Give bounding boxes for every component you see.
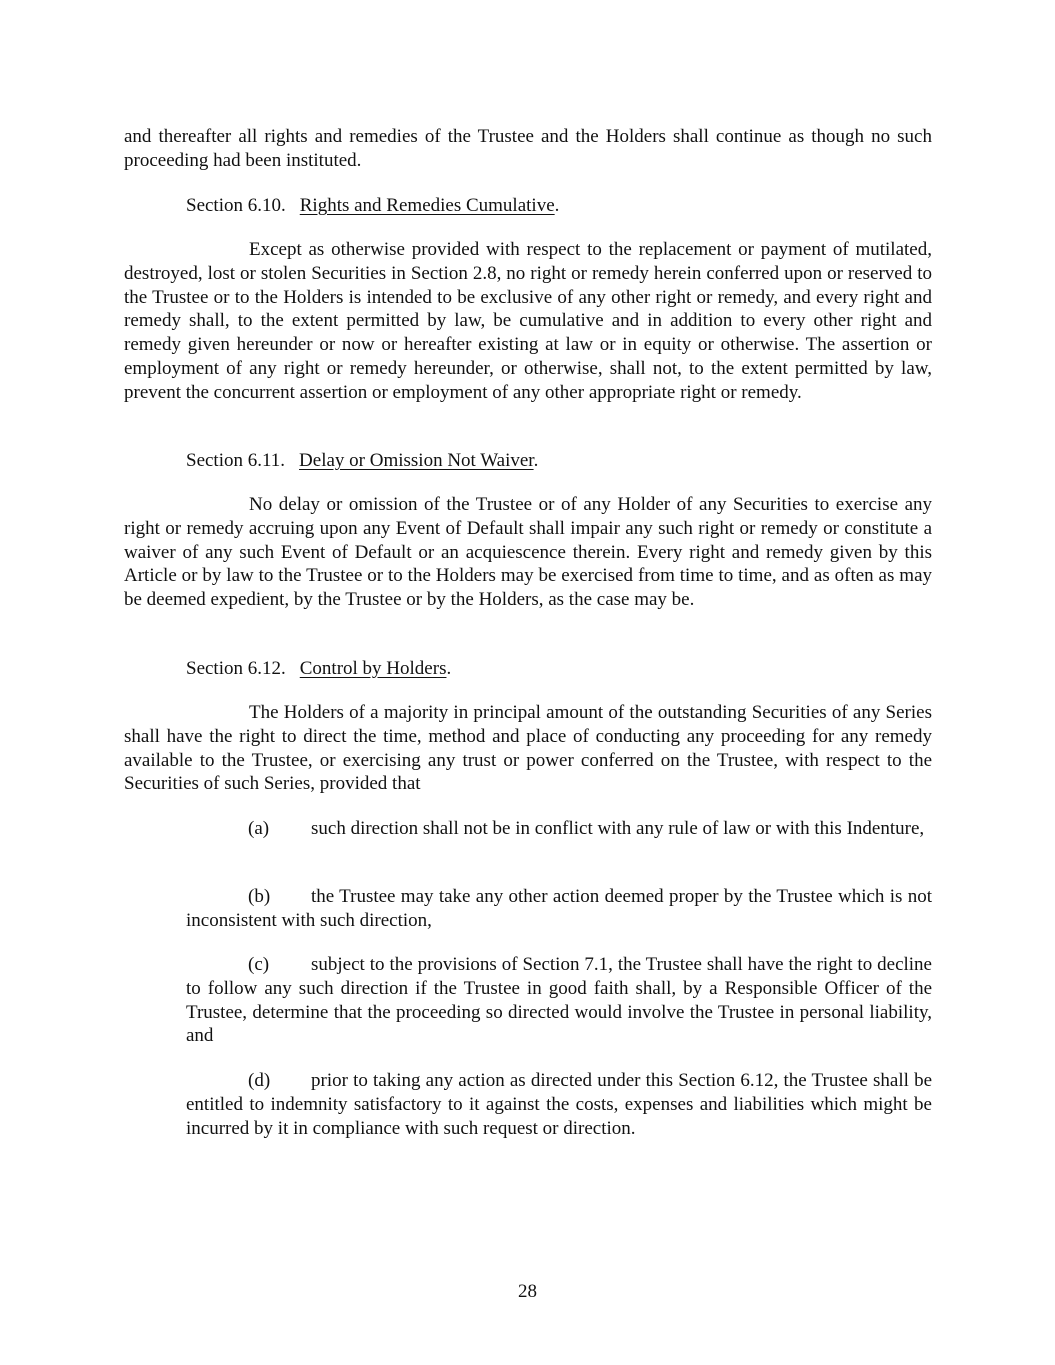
section-title: Delay or Omission Not Waiver xyxy=(299,450,534,471)
item-text: subject to the provisions of Section 7.1, the Trustee shall have the right to decline to follow any such direction if the Trustee in good faith shall, by a Responsible Officer of the Trustee, determine that the proceeding so directed would involve the Trustee in personal liability, and xyxy=(186,954,932,1047)
section-6-10-heading xyxy=(186,194,559,218)
section-6-11-heading xyxy=(186,449,538,473)
paragraph-control-by-holders: The Holders of a majority in principal amount of the outstanding Securities of any Series shall have the right to direct the time, method and place of conducting any proceeding for any remedy available to the Trustee, or exercising any trust or power conferred on the Trustee, with respect to the Securities of such Series, provided that xyxy=(124,702,932,795)
list-item-d xyxy=(186,1069,932,1140)
section-number: Section 6.11. xyxy=(186,450,286,471)
list-item-a xyxy=(186,817,932,841)
item-label: (d) xyxy=(248,1070,271,1091)
section-number: Section 6.12. xyxy=(186,658,286,679)
item-text: prior to taking any action as directed under this Section 6.12, the Trustee shall be entitled to indemnity satisfactory to it against the costs, expenses and liabilities which might be incurred by it in compliance with such request or direction. xyxy=(186,1070,932,1139)
paragraph-rights-cumulative: Except as otherwise provided with respect to the replacement or payment of mutilated, destroyed, lost or stolen Securities in Section 2.8, no right or remedy herein conferred upon or reserved to the Trustee or to the Holders is intended to be exclusive of any other right or remedy, and every right and remedy shall, to the extent permitted by law, be cumulative and in addition to every other right and remedy given hereunder or now or hereafter existing at law or in equity or otherwise. The assertion or employment of any right or remedy hereunder, or otherwise, shall not, to the extent permitted by law, prevent the concurrent assertion or employment of any other appropriate right or remedy. xyxy=(124,239,932,403)
section-period: . xyxy=(446,658,452,679)
item-label: (c) xyxy=(248,954,270,975)
section-6-12-heading xyxy=(186,657,451,681)
item-label: (b) xyxy=(248,886,271,907)
page-number: 28 xyxy=(518,1281,537,1302)
list-item-b xyxy=(186,885,932,933)
list-item-c xyxy=(186,953,932,1048)
section-title: Rights and Remedies Cumulative xyxy=(299,195,555,216)
section-period: . xyxy=(554,195,560,216)
section-number: Section 6.10. xyxy=(186,195,286,216)
paragraph-continuation: and thereafter all rights and remedies of the Trustee and the Holders shall continue as though no such proceeding had been instituted. xyxy=(124,126,932,171)
section-period: . xyxy=(533,450,539,471)
item-text: such direction shall not be in conflict with any rule of law or with this Indenture, xyxy=(311,818,925,839)
section-title: Control by Holders xyxy=(299,658,447,679)
item-label: (a) xyxy=(248,818,270,839)
item-text: the Trustee may take any other action deemed proper by the Trustee which is not inconsistent with such direction, xyxy=(186,886,932,931)
paragraph-delay-omission: No delay or omission of the Trustee or of any Holder of any Securities to exercise any right or remedy accruing upon any Event of Default shall impair any such right or remedy or constitute a waiver of any such Event of Default or an acquiescence therein. Every right and remedy given by this Article or by law to the Trustee or to the Holders may be exercised from time to time, and as often as may be deemed expedient, by the Trustee or by the Holders, as the case may be. xyxy=(124,494,932,611)
